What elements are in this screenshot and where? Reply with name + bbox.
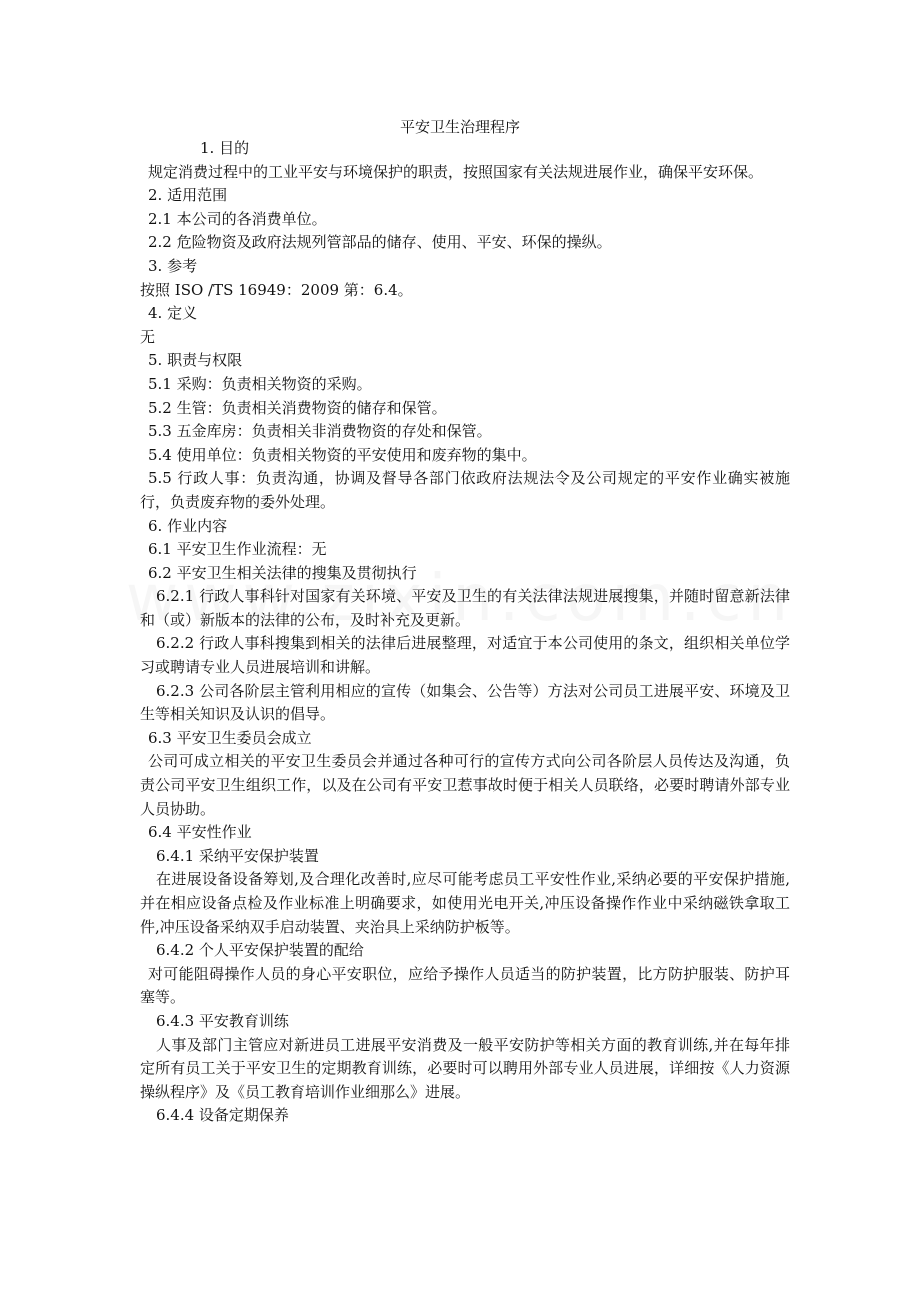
paragraph: 6.4.3 平安教育训练 (156, 1011, 289, 1030)
paragraph: 6.4.4 设备定期保养 (156, 1106, 289, 1125)
paragraph: 6.2.1 行政人事科针对国家有关环境、平安及卫生的有关法律法规进展搜集，并随时留意新法律和（或）新版本的法律的公布，及时补充及更新。 (140, 587, 790, 629)
paragraph: 6.2.2 行政人事科搜集到相关的法律后进展整理，对适宜于本公司使用的条文，组织相关单位学习或聘请专业人员进展培训和讲解。 (140, 634, 790, 677)
paragraph: 2.1 本公司的各消费单位。 (148, 209, 327, 228)
paragraph: 6.2 平安卫生相关法律的搜集及贯彻执行 (148, 563, 417, 582)
document-body (140, 137, 790, 1128)
paragraph: 公司可成立相关的平安卫生委员会并通过各种可行的宣传方式向公司各阶层人员传达及沟通，负责公司平安卫生组织工作，以及在公司有平安卫惹事故时便于相关人员联络，必要时聘请外部专业人员协助。 (140, 752, 790, 818)
paragraph: 6.4 平安性作业 (148, 823, 252, 842)
paragraph: 5.3 五金库房：负责相关非消费物资的存处和保管。 (148, 422, 492, 441)
paragraph: 6.4.2 个人平安保护装置的配给 (156, 941, 364, 960)
paragraph: 人事及部门主管应对新进员工进展平安消费及一般平安防护等相关方面的教育训练,并在每年排定所有员工关于平安卫生的定期教育训练，必要时可以聘用外部专业人员进展，详细按《人力资源操纵程序》及《员工教育培训作业细那么》进展。 (140, 1035, 790, 1101)
paragraph: 对可能阻碍操作人员的身心平安职位，应给予操作人员适当的防护装置，比方防护服装、防护耳塞等。 (140, 964, 790, 1007)
paragraph: 1. 目的 (200, 139, 250, 157)
paragraph: 按照 ISO /TS 16949：2009 第：6.4。 (140, 280, 413, 299)
paragraph: 6.1 平安卫生作业流程：无 (148, 540, 327, 559)
paragraph: 6.2.3 公司各阶层主管利用相应的宣传（如集会、公告等）方法对公司员工进展平安、环境及卫生等相关知识及认识的倡导。 (140, 681, 790, 724)
paragraph: 规定消费过程中的工业平安与环境保护的职责，按照国家有关法规进展作业，确保平安环保。 (148, 162, 764, 181)
paragraph: 3. 参考 (148, 256, 198, 275)
paragraph: 无 (140, 327, 156, 346)
paragraph: 在进展设备设备筹划,及合理化改善时,应尽可能考虑员工平安性作业,采纳必要的平安保护措施,并在相应设备点检及作业标准上明确要求，如使用光电开关,冲压设备操作作业中采纳磁铁拿取工件,冲压设备采纳双手启动装置、夹治具上采纳防护板等。 (140, 870, 790, 936)
paragraph: 5.1 采购：负责相关物资的采购。 (148, 374, 372, 393)
page-title: 平安卫生治理程序 (399, 118, 520, 136)
paragraph: 6.3 平安卫生委员会成立 (148, 728, 312, 747)
paragraph: 2.2 危险物资及政府法规列管部品的储存、使用、平安、环保的操纵。 (148, 233, 612, 252)
paragraph: 5.2 生管：负责相关消费物资的储存和保管。 (148, 398, 447, 417)
paragraph: 5. 职责与权限 (148, 351, 243, 370)
paragraph: 6. 作业内容 (148, 516, 228, 535)
paragraph: 5.4 使用单位：负责相关物资的平安使用和废弃物的集中。 (148, 445, 537, 464)
paragraph: 2. 适用范围 (148, 186, 228, 205)
paragraph: 4. 定义 (148, 304, 198, 323)
paragraph: 6.4.1 采纳平安保护装置 (156, 846, 319, 865)
paragraph: 5.5 行政人事：负责沟通，协调及督导各部门依政府法规法令及公司规定的平安作业确实被施行，负责废弃物的委外处理。 (140, 469, 790, 511)
